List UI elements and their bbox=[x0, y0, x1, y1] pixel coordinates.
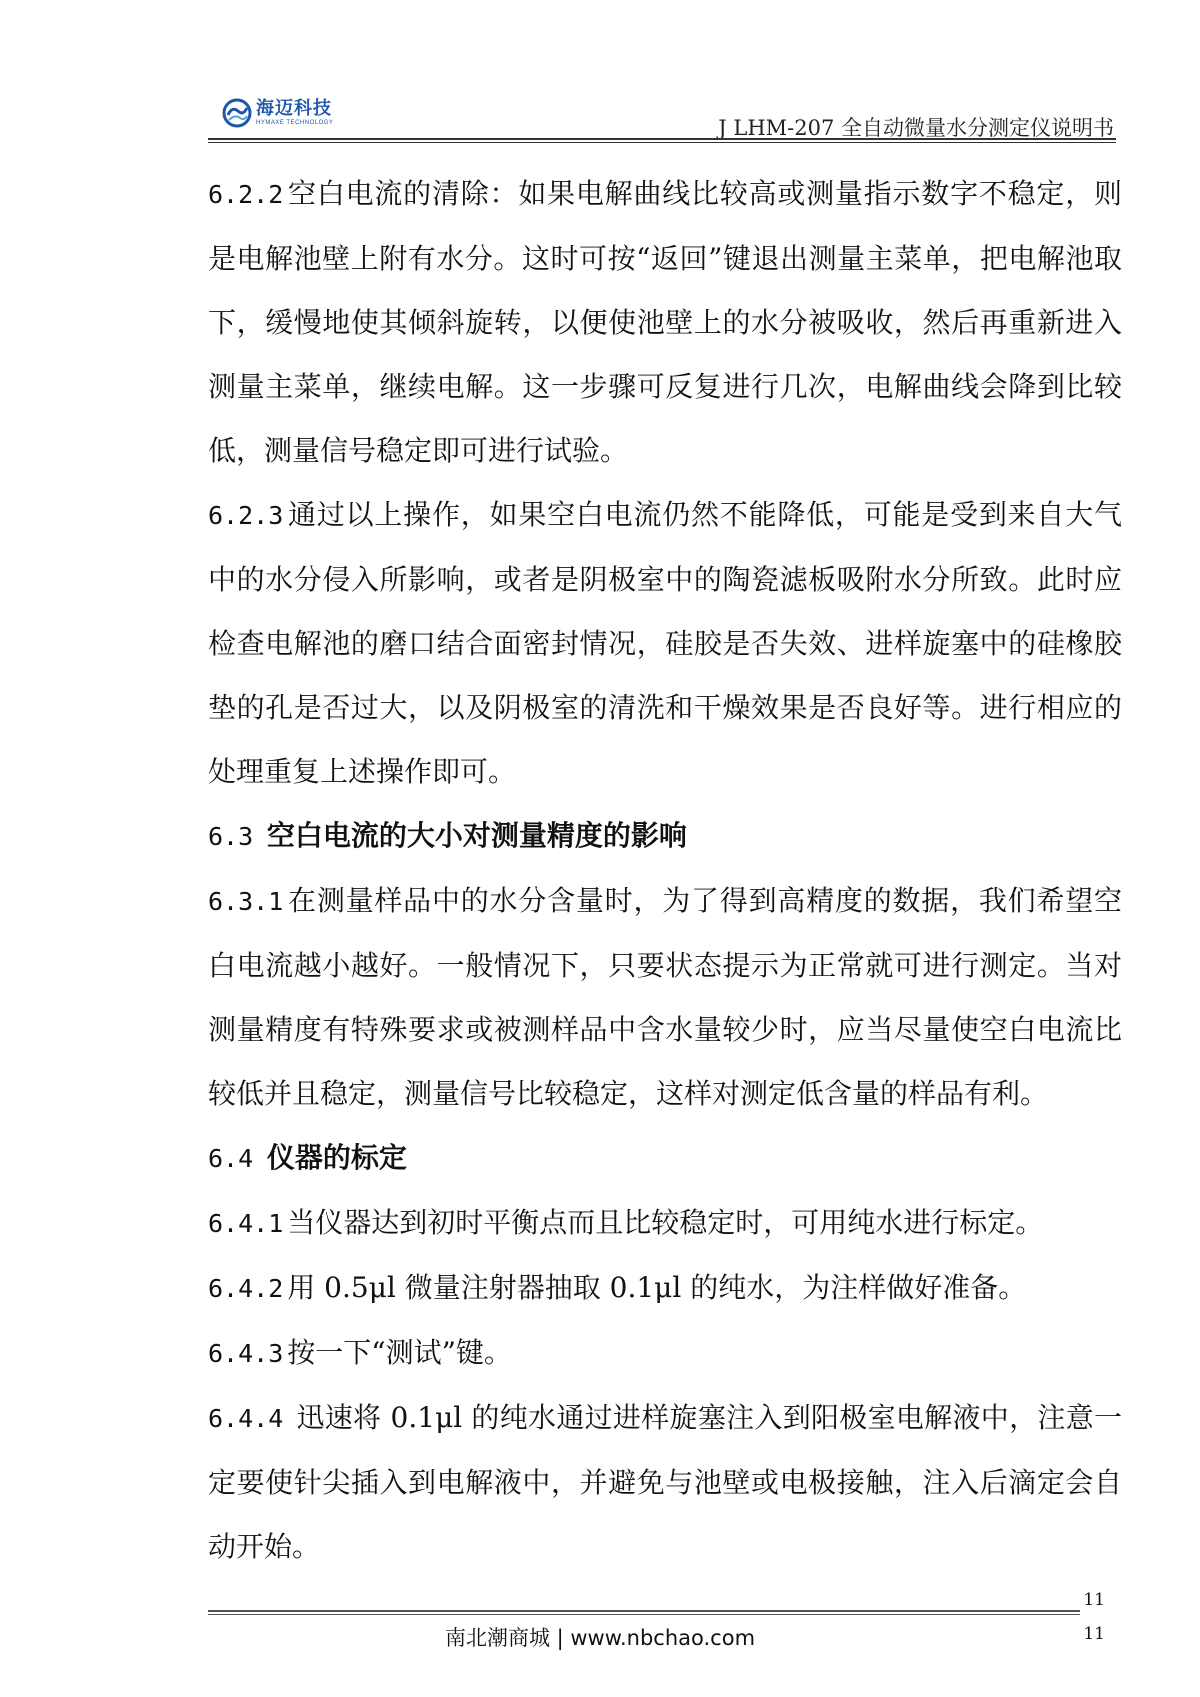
paragraph-6-4-3 bbox=[208, 1321, 1122, 1386]
logo-chinese-name: 海迈科技 bbox=[256, 98, 332, 119]
section-heading-6-3 bbox=[208, 804, 1122, 869]
page-number-footer: 11 bbox=[1083, 1624, 1105, 1644]
paragraph-6-4-1 bbox=[208, 1191, 1122, 1256]
paragraph-text: 当仪器达到初时平衡点而且比较稳定时，可用纯水进行标定。 bbox=[287, 1206, 1044, 1239]
section-number: 6.4.3 bbox=[208, 1339, 284, 1368]
document-body bbox=[208, 162, 1122, 1579]
section-number: 6.2.2 bbox=[208, 180, 284, 209]
paragraph-6-2-3 bbox=[208, 483, 1122, 804]
footer-divider bbox=[208, 1610, 1080, 1612]
heading-text: 仪器的标定 bbox=[266, 1141, 407, 1174]
paragraph-6-4-4 bbox=[208, 1386, 1122, 1579]
paragraph-text: 空白电流的清除：如果电解曲线比较高或测量指示数字不稳定，则是电解池壁上附有水分。这时可按“返回”键退出测量主菜单，把电解池取下，缓慢地使其倾斜旋转，以便使池壁上的水分被吸收，然后再重新进入测量主菜单，继续电解。这一步骤可反复进行几次，电解曲线会降到比较低，测量信号稳定即可进行试验。 bbox=[208, 177, 1122, 467]
section-number: 6.4.2 bbox=[208, 1274, 284, 1303]
heading-text: 空白电流的大小对测量精度的影响 bbox=[266, 819, 687, 852]
paragraph-text: 用 0.5μl 微量注射器抽取 0.1μl 的纯水，为注样做好准备。 bbox=[287, 1271, 1027, 1304]
header-divider-thin bbox=[208, 142, 1116, 143]
section-heading-6-4 bbox=[208, 1126, 1122, 1191]
paragraph-6-3-1 bbox=[208, 869, 1122, 1126]
section-number: 6.3 bbox=[208, 822, 254, 851]
logo-swirl-icon bbox=[222, 98, 252, 128]
document-title: J LHM-207 全自动微量水分测定仪说明书 bbox=[718, 116, 1114, 140]
section-number: 6.2.3 bbox=[208, 501, 284, 530]
paragraph-text: 按一下“测试”键。 bbox=[287, 1336, 512, 1369]
logo-text bbox=[256, 100, 333, 126]
header-divider bbox=[208, 138, 1116, 140]
logo-english-name: HYMAXE TECHNOLOGY bbox=[256, 120, 334, 126]
paragraph-6-4-2 bbox=[208, 1256, 1122, 1321]
section-number: 6.4.1 bbox=[208, 1209, 284, 1238]
company-logo bbox=[222, 96, 333, 130]
section-number: 6.4.4 bbox=[208, 1404, 284, 1433]
page-number: 11 bbox=[1083, 1590, 1105, 1610]
section-number: 6.4 bbox=[208, 1144, 254, 1173]
section-number: 6.3.1 bbox=[208, 887, 284, 916]
paragraph-6-2-2 bbox=[208, 162, 1122, 483]
paragraph-text: 通过以上操作，如果空白电流仍然不能降低，可能是受到来自大气中的水分侵入所影响，或者是阴极室中的陶瓷滤板吸附水分所致。此时应检查电解池的磨口结合面密封情况，硅胶是否失效、进样旋塞中的硅橡胶垫的孔是否过大，以及阴极室的清洗和干燥效果是否良好等。进行相应的处理重复上述操作即可。 bbox=[208, 498, 1122, 788]
footer-divider-thin bbox=[208, 1614, 1080, 1615]
paragraph-text: 在测量样品中的水分含量时，为了得到高精度的数据，我们希望空白电流越小越好。一般情况下，只要状态提示为正常就可进行测定。当对测量精度有特殊要求或被测样品中含水量较少时，应当尽量使空白电流比较低并且稳定，测量信号比较稳定，这样对测定低含量的样品有利。 bbox=[208, 884, 1122, 1110]
footer-site-link[interactable]: 南北潮商城 | www.nbchao.com bbox=[444, 1626, 756, 1650]
paragraph-text: 迅速将 0.1μl 的纯水通过进样旋塞注入到阳极室电解液中，注意一定要使针尖插入到电解液中，并避免与池壁或电极接触，注入后滴定会自动开始。 bbox=[208, 1401, 1122, 1563]
